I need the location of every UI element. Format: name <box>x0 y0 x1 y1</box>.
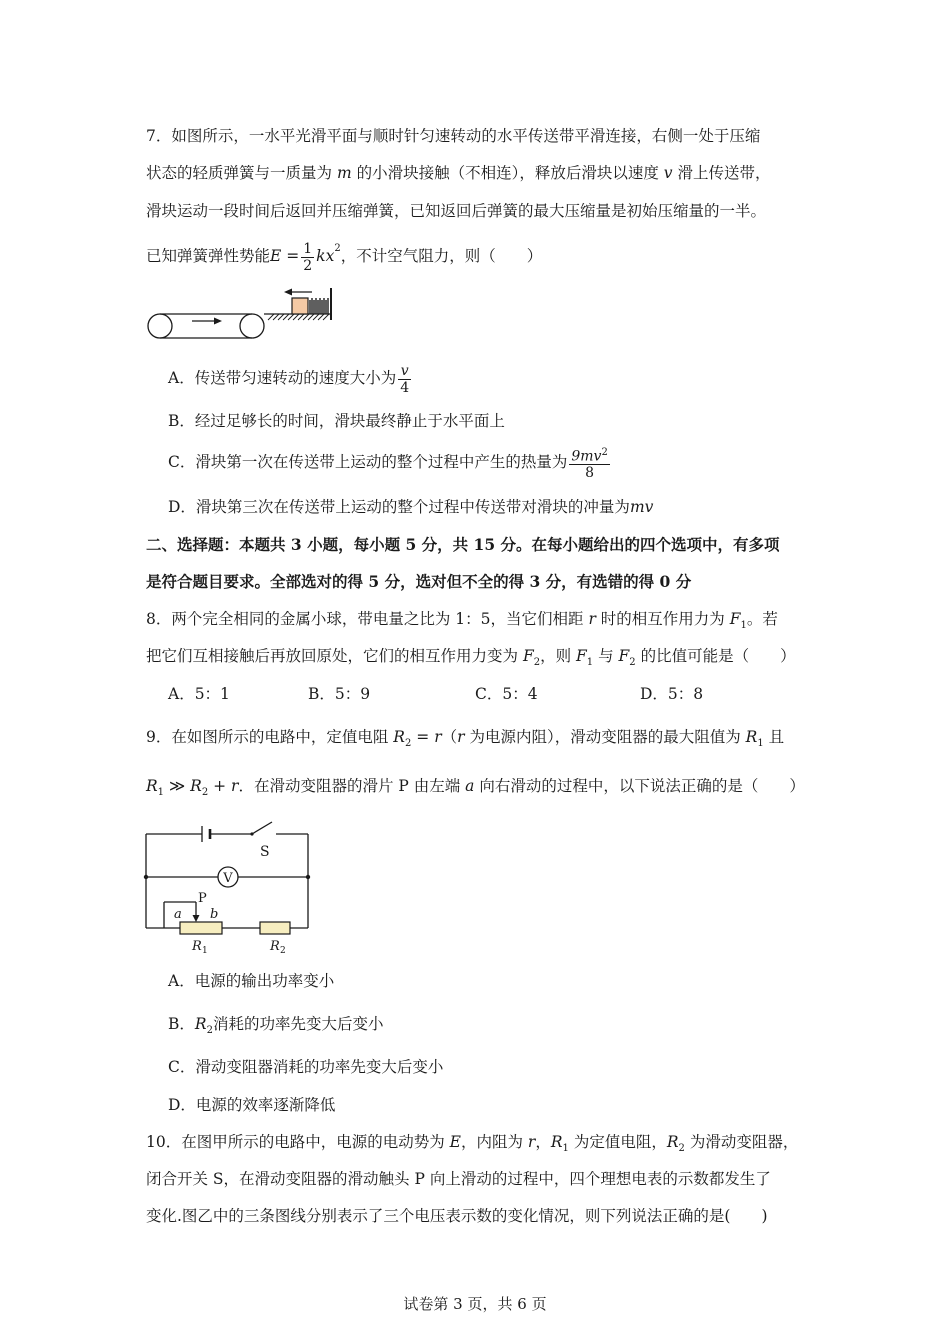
text: （ <box>441 728 458 746</box>
sub: 1 <box>562 1143 569 1155</box>
formula-kx: kx <box>316 247 335 266</box>
text: 为定值电阻， <box>568 1133 667 1151</box>
r1-label: R <box>192 939 202 954</box>
q9-option-d: D．电源的效率逐渐降低 <box>168 1096 336 1114</box>
q7-line-3: 滑块运动一段时间后返回并压缩弹簧，已知返回后弹簧的最大压缩量是初始压缩量的一半。 <box>146 202 767 220</box>
formula-E: E = <box>270 247 300 266</box>
var-R: R <box>745 728 758 746</box>
q10-line-2: 闭合开关 S，在滑动变阻器的滑动触头 P 向上滑动的过程中，四个理想电表的示数都发生了 <box>146 1170 771 1188</box>
sup: 2 <box>334 243 341 254</box>
text: 8．两个完全相同的金属小球，带电量之比为 1：5，当它们相距 <box>146 610 589 628</box>
text: 10．在图甲所示的电路中，电源的电动势为 <box>146 1133 450 1151</box>
sup: 2 <box>601 446 608 458</box>
sub: 2 <box>201 787 209 799</box>
q8-option-d: D．5：8 <box>640 685 704 703</box>
right-roller <box>240 314 264 338</box>
fraction-v-4 <box>398 363 411 396</box>
text: 状态的轻质弹簧与一质量为 <box>146 164 337 182</box>
var-E: E <box>449 1133 461 1151</box>
frac-num <box>398 363 411 380</box>
r1-sub: 1 <box>202 946 208 956</box>
text: 。若 <box>746 610 778 628</box>
var-F: F <box>618 647 630 665</box>
fraction-9mv2-8 <box>569 445 609 482</box>
slider-label: P <box>198 891 207 906</box>
section-2-heading-line-1: 二、选择题：本题共 3 小题，每小题 5 分，共 15 分。在每小题给出的四个选项中，有多项 <box>146 535 780 554</box>
text: 9．在如图所示的电路中，定值电阻 <box>146 728 394 746</box>
text: ，不计空气阻力，则（ ） <box>340 247 543 266</box>
q9-option-a: A．电源的输出功率变小 <box>168 972 335 990</box>
q7-line-2 <box>146 162 770 184</box>
frac-den: 4 <box>400 379 410 396</box>
rheostat-R1 <box>174 891 222 956</box>
belt-direction-arrow <box>192 318 222 325</box>
q9-line-1 <box>146 726 784 755</box>
frac-den: 2 <box>303 257 313 274</box>
q9-option-c: C．滑动变阻器消耗的功率先变大后变小 <box>168 1058 444 1076</box>
text: C．滑块第一次在传送带上运动的整个过程中产生的热量为 <box>168 453 568 471</box>
var-r: r <box>434 728 442 746</box>
q7-option-c <box>168 444 612 481</box>
var-R: R <box>666 1133 679 1151</box>
switch-label: S <box>260 844 270 860</box>
text: B． <box>168 1015 195 1033</box>
q9-line-2 <box>146 775 805 804</box>
resistor-R2 <box>260 922 290 956</box>
end-a-label: a <box>174 907 182 922</box>
frac-den: 8 <box>585 465 595 482</box>
r2-label: R <box>270 939 280 954</box>
q8-option-c: C．5：4 <box>475 685 538 703</box>
frac-num: 1 <box>303 240 313 257</box>
var-r: r <box>457 728 465 746</box>
text: + <box>208 777 232 795</box>
junction-dot <box>144 875 148 879</box>
text: 且 <box>763 728 785 746</box>
battery <box>202 826 210 842</box>
q8-line-2 <box>146 645 796 674</box>
text: ，则 <box>540 647 577 665</box>
text: = <box>411 728 435 746</box>
sub: 2 <box>629 657 636 669</box>
switch-S <box>250 822 272 860</box>
var-R: R <box>550 1133 563 1151</box>
text: 与 <box>593 647 619 665</box>
var-F: F <box>522 647 534 665</box>
text: ．在滑动变阻器的滑片 P 由左端 <box>238 777 466 795</box>
sub: 1 <box>740 620 747 632</box>
left-roller <box>148 314 172 338</box>
text: 滑上传送带， <box>672 164 771 182</box>
expr: 9mv <box>571 448 602 465</box>
q8-option-b: B．5：9 <box>308 685 371 703</box>
section-2-heading-line-2: 是符合题目要求。全部选对的得 5 分，选对但不全的得 3 分，有选错的得 0 分 <box>146 572 692 591</box>
q10-line-1 <box>146 1131 798 1160</box>
sub: 2 <box>533 657 541 669</box>
junction-dot <box>306 875 310 879</box>
sub: 1 <box>157 787 165 799</box>
circuit-diagram <box>140 818 320 958</box>
sub: 2 <box>678 1143 685 1155</box>
var-m: m <box>336 164 352 182</box>
conveyor-spring-figure <box>144 284 336 344</box>
var-F: F <box>729 610 741 628</box>
text: 消耗的功率先变大后变小 <box>212 1015 384 1033</box>
q7-line-1: 7．如图所示，一水平光滑平面与顺时针匀速转动的水平传送带平滑连接，右侧一处于压缩 <box>146 127 761 145</box>
voltmeter <box>218 867 238 887</box>
text: 为滑动变阻器， <box>684 1133 799 1151</box>
text: 的比值可能是（ ） <box>635 647 796 665</box>
text: 向右滑动的过程中，以下说法正确的是（ ） <box>474 777 805 795</box>
r2-sub: 2 <box>280 946 286 956</box>
frac-num <box>569 445 609 466</box>
sub: 1 <box>757 738 764 750</box>
q7-option-b: B．经过足够长的时间，滑块最终静止于水平面上 <box>168 412 505 430</box>
var-R: R <box>194 1015 207 1033</box>
var-R: R <box>190 777 202 795</box>
compressed-spring <box>310 298 328 314</box>
var-mv: mv <box>629 498 654 516</box>
text: 时的相互作用力为 <box>595 610 730 628</box>
sub: 2 <box>404 738 412 750</box>
end-b-label: b <box>210 907 219 922</box>
text: 把它们互相接触后再放回原处，它们的相互作用力变为 <box>146 647 523 665</box>
var-R: R <box>393 728 405 746</box>
q7-option-a <box>168 360 413 396</box>
text: ，内阻为 <box>460 1133 528 1151</box>
var-r: r <box>588 610 596 628</box>
q7-line-4 <box>146 236 542 274</box>
fraction-half <box>301 241 314 274</box>
q9-option-b <box>168 1013 383 1042</box>
q10-line-3: 变化.图乙中的三条图线分别表示了三个电压表示数的变化情况，则下列说法正确的是( ) <box>146 1207 768 1225</box>
text: 已知弹簧弹性势能 <box>146 247 271 266</box>
sub: 2 <box>206 1025 213 1037</box>
text: 为电源内阻），滑动变阻器的最大阻值为 <box>464 728 746 746</box>
voltmeter-label: V <box>223 871 233 886</box>
var-F: F <box>576 647 587 665</box>
text: D．滑块第三次在传送带上运动的整个过程中传送带对滑块的冲量为 <box>168 498 630 516</box>
var-R: R <box>146 777 158 795</box>
q8-line-1 <box>146 608 778 637</box>
slider-block <box>292 298 308 314</box>
var-r: r <box>231 777 239 795</box>
text: 的小滑块接触（不相连），释放后滑块以速度 <box>351 164 664 182</box>
page-footer: 试卷第 3 页，共 6 页 <box>403 1295 547 1313</box>
var-a: a <box>465 777 475 795</box>
var-v: v <box>400 362 409 379</box>
q8-option-a: A．5：1 <box>168 685 230 703</box>
q7-option-d <box>168 496 653 518</box>
text: ≫ <box>164 777 191 795</box>
block-velocity-arrow <box>284 289 312 296</box>
var-r: r <box>527 1133 536 1151</box>
sub: 1 <box>586 657 594 669</box>
text: A．传送带匀速转动的速度大小为 <box>168 369 397 387</box>
text: ， <box>535 1133 551 1151</box>
var-v: v <box>663 164 673 182</box>
surface-hatching <box>268 314 329 320</box>
